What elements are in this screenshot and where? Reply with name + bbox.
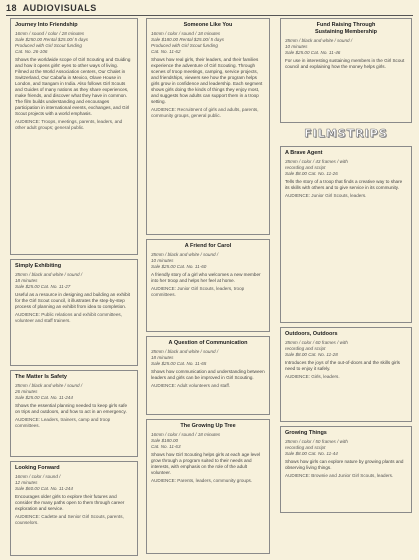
entry-matter-is-safety (10, 370, 138, 457)
entry-title: A Friend for Carol (184, 243, 232, 249)
entry-audience: AUDIENCE: Leaders, trainers, camp and troop committees. (15, 417, 111, 428)
section-title: AUDIOVISUALS (22, 3, 97, 13)
entry-details: Sale $180.00 (151, 438, 179, 443)
entry-audience: AUDIENCE: Adult volunteers and staff. (151, 383, 231, 388)
entry-source: 35mm / color / 43 frames / with (285, 159, 348, 164)
entry-body: Shows the worldwide scope of Girl Scouting and Guiding and how it opens girls' eyes to other ways of living. Filmed at the World Association centers, Our Chalet in Switzerland, Our Cabaña in Mexico, Olave House in London, and Sangam in India. Also follows Girl Scouts and Guides of many nations as they share experiences, make friends, and discover what they have in common. The film builds understanding and encourages participation in international events, exchanges, and Girl Scout projects with a world emphasis. (15, 57, 131, 116)
entry-growing-things (280, 426, 412, 513)
entry-title: The Growing Up Tree (180, 423, 236, 429)
entry-details: Sale $25.00 Cat. No. 11-244 (15, 395, 73, 400)
entry-codes: Cat. No. 11-62 (151, 49, 181, 54)
entry-details: Sale $25.00 Cat. No. 11-27 (15, 284, 71, 289)
entry-body: Useful as a resource in designing and building an exhibit for the Girl Scout council, it illustrates the step-by-step process of planning an exhibit from idea to completion. (15, 292, 130, 309)
entry-body: For use in interesting sustaining members in the Girl Scout council and explaining how the money helps girls. (285, 58, 405, 69)
entry-audience: AUDIENCE: Troops, meetings, parents, leaders, and other adult groups; general public. (15, 119, 123, 130)
entry-someone-like-you (146, 18, 270, 235)
entry-audience: AUDIENCE: Junior Girl Scouts, leaders, troop committees. (151, 286, 245, 297)
entry-simply-exhibiting (10, 259, 138, 366)
entry-title: Fund Raising Through (316, 22, 376, 28)
entry-audience: AUDIENCE: Public relations and exhibit committees, volunteer and staff trainers. (15, 312, 122, 323)
entry-growing-up-tree (146, 419, 270, 554)
entry-details: Sale $25.00 Cat. No. 11-65 (151, 361, 207, 366)
entry-body: Shows the essential planning needed to keep girls safe on trips and outdoors, and how to act in an emergency. (15, 403, 128, 414)
entry-source: 16mm / color / sound / (15, 474, 61, 479)
entry-body: Introduces the joys of the out-of-doors and the skills girls need to enjoy it safely. (285, 360, 400, 371)
entry-brave-agent (280, 146, 412, 323)
entry-source-2: 18 minutes (15, 278, 38, 283)
entry-body: Encourages older girls to explore their futures and consider the many paths open to them through career exploration and service. (15, 494, 125, 511)
column-left (10, 18, 138, 560)
entry-outdoors (280, 327, 412, 422)
entry-details: Sale $250.00 Rental $25.00/ 5 days (15, 37, 89, 42)
column-middle (146, 18, 270, 558)
entry-details: Sale $8.00 Cat. No. 11-26 (285, 171, 338, 176)
entry-source-2: recording and script (285, 165, 326, 170)
entry-body: Shows how Girl Scouting helps girls at each age level grow through a program suited to their needs and interests, with emphasis on the role of the adult volunteer. (151, 452, 261, 475)
entry-source: 35mm / black and white / sound / (15, 272, 83, 277)
entry-details: Sale $25.00 Cat. No. 11-60 (151, 264, 207, 269)
entry-source-2: 12 minutes (15, 480, 38, 485)
entry-body: A friendly story of a girl who welcomes a new member into her troop and helps her feel at home. (151, 272, 261, 283)
page-header (6, 3, 97, 13)
entry-body: Shows how girls can explore nature by growing plants and observing living things. (285, 459, 404, 470)
entry-source-2: 26 minutes (15, 389, 38, 394)
entry-codes: Cat. No. 26-106 (15, 49, 48, 54)
entry-title: The Matter Is Safety (15, 374, 67, 380)
entry-source: 35mm / color / 60 frames / with (285, 340, 348, 345)
entry-body: Shows how communication and understanding between leaders and girls can be improved in Girl Scouting. (151, 369, 265, 380)
entry-codes: Cat. No. 11-63 (151, 444, 181, 449)
entry-details: Sale $8.00 Cat. No. 11-28 (285, 352, 338, 357)
entry-source: 35mm / color / 50 frames / with (285, 439, 348, 444)
entry-source: 35mm / black and white / sound / (151, 349, 219, 354)
entry-details: Sale $180.00 Rental $25.00/ 5 days (151, 37, 225, 42)
entry-source: 35mm / black and white / sound / (15, 383, 83, 388)
entry-audience: AUDIENCE: Junior Girl Scouts, leaders. (285, 193, 367, 198)
entry-source: 16mm / color / sound / 18 minutes (151, 31, 221, 36)
entry-body: Tells the story of a troop that finds a creative way to share its skills with others and to give service in its community. (285, 179, 403, 190)
entry-question-of-communication (146, 336, 270, 415)
entry-details: Sale $60.00 Cat. No. 11-244 (15, 486, 73, 491)
entry-source-2: 10 minutes (151, 258, 174, 263)
filmstrips-heading: FILMSTRIPS (304, 127, 388, 140)
entry-journey (10, 18, 138, 255)
entry-source: 16mm / sound / color / 28 minutes (15, 31, 85, 36)
entry-title: Simply Exhibiting (15, 263, 62, 269)
entry-title-2: Sustaining Membership (314, 29, 378, 35)
page-number: 18 (6, 3, 18, 13)
entry-audience: AUDIENCE: Brownie and Junior Girl Scouts, leaders. (285, 473, 394, 478)
entry-title: A Question of Communication (168, 340, 248, 346)
entry-producer: Produced with Girl Scout funding (151, 43, 218, 48)
entry-details: Sale $8.00 Cat. No. 11-44 (285, 451, 338, 456)
entry-audience: AUDIENCE: Parents, leaders, community groups. (151, 478, 253, 483)
entry-friend-for-carol (146, 239, 270, 332)
entry-title: Someone Like You (183, 22, 233, 28)
entry-source-2: 10 minutes (285, 44, 308, 49)
entry-body: Shows how real girls, their leaders, and their families experience the adventure of Girl Scouting. Through scenes of troop meetings, camping, service projects, and friendships, viewers see how the program helps girls grow in confidence and leadership. Each segment shows girls doing the kinds of things they enjoy most, and suggests how adults can support them in a troop setting. (151, 57, 263, 104)
entry-title: A Brave Agent (285, 150, 323, 156)
entry-producer: Produced with Girl Scout funding (15, 43, 82, 48)
entry-source-2: recording and script (285, 346, 326, 351)
entry-source: 16mm / color / sound / 18 minutes (151, 432, 221, 437)
entry-audience: AUDIENCE: Cadette and Senior Girl Scouts, parents, counselors. (15, 514, 124, 525)
entry-details: Sale $25.00 Cat. No. 11-46 (285, 50, 341, 55)
entry-title: Outdoors, Outdoors (285, 331, 338, 337)
entry-source: 35mm / black and white / sound / (285, 38, 353, 43)
entry-fund-raising (280, 18, 412, 123)
header-rule (6, 15, 413, 16)
entry-title: Looking Forward (15, 465, 60, 471)
entry-source-2: 18 minutes (151, 355, 174, 360)
entry-audience: AUDIENCE: Girls, leaders. (285, 374, 340, 379)
entry-source: 35mm / black and white / sound / (151, 252, 219, 257)
entry-title: Journey Into Friendship (15, 22, 78, 28)
entry-looking-forward (10, 461, 138, 556)
entry-source-2: recording and script (285, 445, 326, 450)
column-right (280, 18, 412, 517)
entry-title: Growing Things (285, 430, 327, 436)
entry-audience: AUDIENCE: Recruitment of girls and adults, parents, community groups, general public. (151, 107, 259, 118)
